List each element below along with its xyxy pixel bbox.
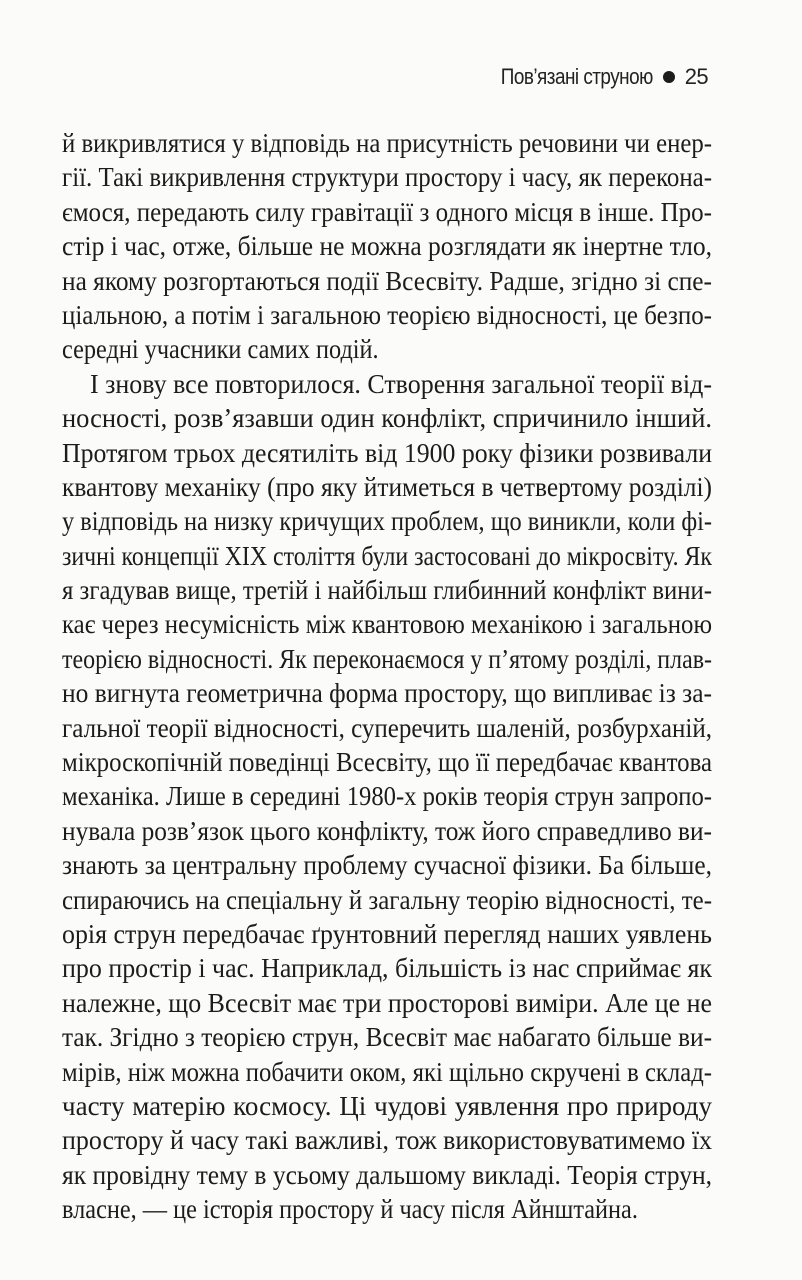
text-line	[62, 711, 712, 745]
text-line	[62, 504, 712, 538]
text-line	[62, 436, 712, 470]
text-line	[62, 1020, 712, 1054]
text-line	[62, 745, 712, 779]
text-line-content: І знову все повторилося. Створення загальної теорії від-	[90, 368, 712, 399]
text-line	[62, 814, 712, 848]
text-line-content: стір і час, отже, більше не можна розглядати як інертне тло,	[62, 231, 712, 262]
text-line-content: гії. Такі викривлення структури простору і часу, як перекона-	[62, 162, 712, 193]
text-line	[62, 1055, 712, 1089]
text-line	[62, 951, 712, 985]
text-line-content: власне, — це історія простору й часу після Айнштайна.	[62, 1194, 638, 1225]
text-line-content: про простір і час. Наприклад, більшість із нас сприймає як	[62, 953, 712, 984]
text-line-content: орія струн передбачає ґрунтовний перегляд наших уявлень	[62, 918, 712, 949]
text-line-content: мірів, ніж можна побачити оком, які щільно скручені в склад-	[62, 1056, 712, 1087]
text-line	[62, 160, 712, 194]
text-line-content: ємося, передають силу гравітації з одного місця в інше. Про-	[62, 196, 712, 227]
text-line-content: гальної теорії відносності, суперечить шаленій, розбурханій,	[62, 712, 712, 743]
running-title: Пов’язані струною	[500, 64, 653, 89]
text-line	[62, 195, 712, 229]
text-line-content: я згадував вище, третій і найбільш глибинний конфлікт вини-	[62, 575, 712, 606]
text-line-content: носності, розв’язавши один конфлікт, спричинило інший.	[62, 403, 712, 434]
text-line	[62, 539, 712, 573]
text-line-content: ціальною, а потім і загальною теорією відносності, це безпо-	[62, 299, 712, 330]
text-line	[62, 298, 712, 332]
text-line-content: так. Згідно з теорією струн, Всесвіт має набагато більше ви-	[62, 1022, 712, 1053]
body-text	[62, 126, 712, 1227]
text-line-content: середні учасники самих подій.	[62, 334, 379, 365]
text-line	[62, 126, 712, 160]
text-line	[62, 676, 712, 710]
text-line-content: на якому розгортаються події Всесвіту. Радше, згідно зі спе-	[62, 265, 712, 296]
text-line	[62, 573, 712, 607]
text-line-content: механіка. Лише в середині 1980-х років теорія струн запропо-	[62, 781, 712, 812]
text-line	[62, 1089, 712, 1123]
text-line	[62, 883, 712, 917]
text-line	[62, 779, 712, 813]
text-line-content: як провідну тему в усьому дальшому викладі. Теорія струн,	[62, 1159, 712, 1190]
text-line	[62, 1192, 712, 1226]
text-line-content: квантову механіку (про яку йтиметься в четвертому розділі)	[62, 471, 712, 502]
text-line-content: часту матерію космосу. Ці чудові уявлення про природу	[62, 1090, 712, 1121]
text-line-content: но вигнута геометрична форма простору, що випливає із за-	[62, 678, 712, 709]
text-line	[62, 1158, 712, 1192]
text-line	[62, 264, 712, 298]
text-line-content: знають за центральну проблему сучасної фізики. Ба більше,	[62, 850, 712, 881]
text-line-content: простору й часу такі важливі, тож використовуватимемо їх	[62, 1125, 712, 1156]
text-line-content: спираючись на спеціальну й загальну теорію відносності, те-	[62, 884, 712, 915]
text-line	[62, 848, 712, 882]
text-line-content: мікроскопічній поведінці Всесвіту, що її передбачає квантова	[62, 747, 712, 778]
text-line-content: й викривлятися у відповідь на присутність речовини чи енер-	[62, 128, 712, 158]
text-line-content: зичні концепції XIX століття були застосовані до мікросвіту. Як	[62, 540, 712, 571]
text-line-content: нувала розв’язок цього конфлікту, тож його справедливо ви-	[62, 815, 712, 846]
text-line	[62, 470, 712, 504]
text-line	[62, 986, 712, 1020]
bullet-separator	[663, 71, 675, 83]
running-header	[476, 64, 708, 90]
text-line	[62, 332, 712, 366]
text-line	[62, 367, 712, 401]
text-line-content: кає через несумісність між квантовою механікою і загальною	[62, 609, 712, 640]
page-number: 25	[684, 64, 708, 89]
text-line	[62, 229, 712, 263]
text-line-content: Протягом трьох десятиліть від 1900 року фізики розвивали	[62, 437, 712, 468]
text-line-content: належне, що Всесвіт має три просторові виміри. Але це не	[62, 987, 712, 1018]
text-line	[62, 1123, 712, 1157]
text-line	[62, 607, 712, 641]
text-line	[62, 401, 712, 435]
text-line-content: теорією відносності. Як переконаємося у п’ятому розділі, плав-	[62, 643, 712, 674]
text-line-content: у відповідь на низку кричущих проблем, що виникли, коли фі-	[62, 506, 712, 537]
text-line	[62, 642, 712, 676]
text-line	[62, 917, 712, 951]
